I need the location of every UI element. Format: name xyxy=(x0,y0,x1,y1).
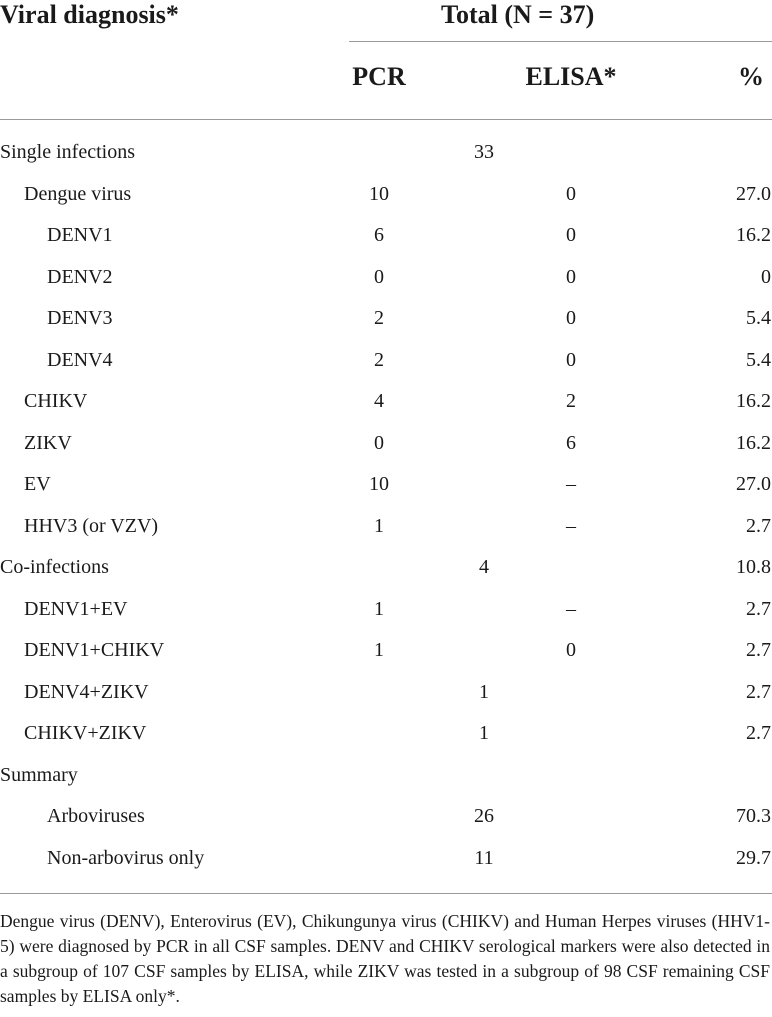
row-label: Arboviruses xyxy=(47,805,145,827)
cell-elisa: – xyxy=(566,515,576,537)
row-label: Dengue virus xyxy=(24,183,132,205)
row-label: EV xyxy=(24,473,51,495)
col-header-total: Total (N = 37) xyxy=(441,0,595,29)
cell-elisa: 0 xyxy=(566,349,576,371)
col-header-elisa: ELISA* xyxy=(525,62,617,91)
cell-pcr: 1 xyxy=(374,639,384,661)
header-group-rule xyxy=(349,41,772,42)
row-label: CHIKV xyxy=(24,390,88,412)
cell-pcr: 1 xyxy=(374,515,384,537)
row-label: DENV1 xyxy=(47,224,113,246)
row-label: DENV4+ZIKV xyxy=(24,681,149,703)
row-label: Non-arbovirus only xyxy=(47,847,205,869)
cell-percent: 29.7 xyxy=(736,847,771,869)
row-label: DENV3 xyxy=(47,307,113,329)
cell-pcr: 10 xyxy=(369,473,389,495)
cell-percent: 2.7 xyxy=(746,681,771,703)
cell-elisa: 0 xyxy=(566,639,576,661)
cell-percent: 2.7 xyxy=(746,598,771,620)
cell-elisa: 0 xyxy=(566,307,576,329)
cell-elisa: 0 xyxy=(566,183,576,205)
cell-percent: 27.0 xyxy=(736,473,771,495)
cell-elisa: 2 xyxy=(566,390,576,412)
row-label: CHIKV+ZIKV xyxy=(24,722,147,744)
cell-total-count: 1 xyxy=(479,681,489,703)
table-bottom-rule xyxy=(0,893,772,894)
cell-pcr: 4 xyxy=(374,390,384,412)
cell-percent: 2.7 xyxy=(746,639,771,661)
cell-pcr: 10 xyxy=(369,183,389,205)
row-label: DENV1+EV xyxy=(24,598,128,620)
cell-pcr: 0 xyxy=(374,432,384,454)
cell-pcr: 6 xyxy=(374,224,384,246)
cell-total-count: 11 xyxy=(474,847,494,869)
row-label: Single infections xyxy=(0,141,135,163)
col-header-pcr: PCR xyxy=(352,62,406,91)
col-header-viral-diagnosis: Viral diagnosis* xyxy=(0,0,179,29)
row-label: DENV4 xyxy=(47,349,113,371)
row-label: HHV3 (or VZV) xyxy=(24,515,159,537)
row-label: DENV1+CHIKV xyxy=(24,639,165,661)
cell-percent: 5.4 xyxy=(746,307,771,329)
cell-total-count: 26 xyxy=(474,805,494,827)
cell-percent: 2.7 xyxy=(746,515,771,537)
header-bottom-rule xyxy=(0,119,772,120)
cell-elisa: 6 xyxy=(566,432,576,454)
col-header-percent: % xyxy=(738,62,764,91)
cell-percent: 5.4 xyxy=(746,349,771,371)
row-label: Summary xyxy=(0,764,78,786)
cell-percent: 16.2 xyxy=(736,432,771,454)
cell-total-count: 33 xyxy=(474,141,494,163)
cell-elisa: – xyxy=(566,473,576,495)
cell-percent: 2.7 xyxy=(746,722,771,744)
cell-pcr: 2 xyxy=(374,307,384,329)
cell-percent: 16.2 xyxy=(736,224,771,246)
cell-percent: 0 xyxy=(761,266,771,288)
row-label: ZIKV xyxy=(24,432,72,454)
cell-pcr: 1 xyxy=(374,598,384,620)
cell-percent: 70.3 xyxy=(736,805,771,827)
cell-total-count: 1 xyxy=(479,722,489,744)
cell-percent: 10.8 xyxy=(736,556,771,578)
cell-pcr: 0 xyxy=(374,266,384,288)
row-label: Co-infections xyxy=(0,556,109,578)
cell-elisa: 0 xyxy=(566,266,576,288)
table-footnote: Dengue virus (DENV), Enterovirus (EV), Chikungunya virus (CHIKV) and Human Herpes viruses (HHV1-5) were diagnosed by PCR in all CSF samples. DENV and CHIKV serological markers were also detected in a subgroup of 107 CSF samples by ELISA, while ZIKV was tested in a subgroup of 98 CSF remaining CSF samples by ELISA only*. xyxy=(0,911,770,1006)
cell-elisa: 0 xyxy=(566,224,576,246)
cell-total-count: 4 xyxy=(479,556,489,578)
cell-percent: 16.2 xyxy=(736,390,771,412)
cell-pcr: 2 xyxy=(374,349,384,371)
cell-elisa: – xyxy=(566,598,576,620)
cell-percent: 27.0 xyxy=(736,183,771,205)
row-label: DENV2 xyxy=(47,266,113,288)
